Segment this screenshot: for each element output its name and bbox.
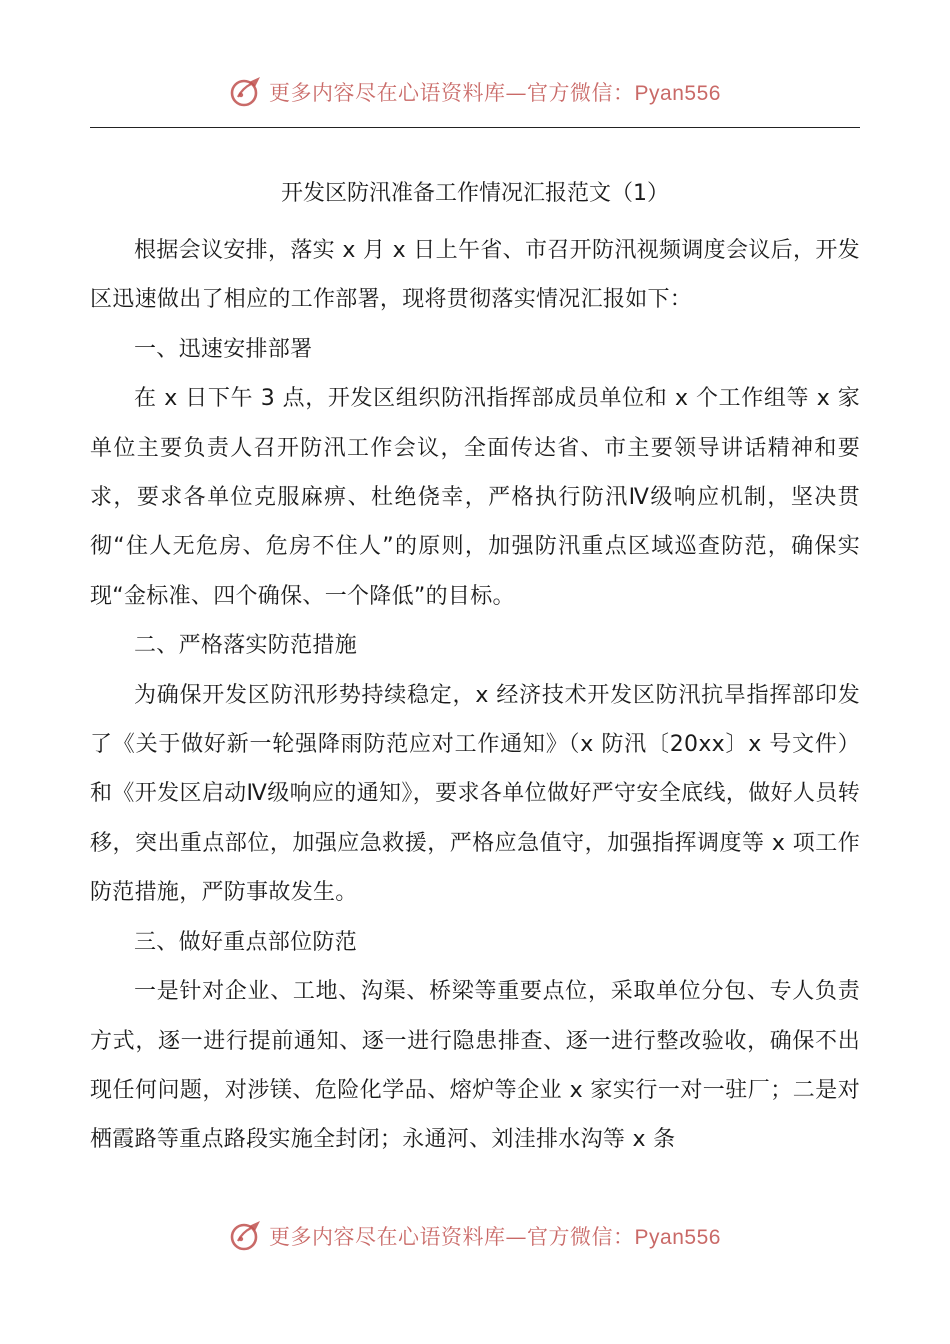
section-heading-1: 一、迅速安排部署 — [134, 336, 313, 362]
header-wechat-id: Pyan556 — [634, 82, 721, 105]
header-watermark-banner — [229, 75, 721, 109]
header-divider — [90, 127, 860, 128]
footer-banner-label: 更多内容尽在心语资料库—官方微信： — [269, 1225, 635, 1249]
document-body — [90, 168, 860, 1165]
pen-logo-icon — [229, 75, 263, 109]
footer-wechat-id: Pyan556 — [634, 1226, 721, 1249]
paragraph-section-2: 为确保开发区防汛形势持续稳定，x 经济技术开发区防汛抗旱指挥部印发了《关于做好新一轮强降雨防范应对工作通知》（x 防汛〔20xx〕x 号文件）和《开发区启动Ⅳ级响应的通知》，要求各单位做好严守安全底线，做好人员转移，突出重点部位，加强应急救援，严格应急值守，加强指挥调度等 x 项工作防范措施，严防事故发生。 — [90, 682, 860, 906]
section-heading-3: 三、做好重点部位防范 — [134, 929, 358, 955]
paragraph-intro: 根据会议安排，落实 x 月 x 日上午省、市召开防汛视频调度会议后，开发区迅速做出了相应的工作部署，现将贯彻落实情况汇报如下： — [90, 238, 860, 313]
footer-watermark-banner — [229, 1219, 721, 1253]
page-footer — [0, 1214, 950, 1258]
section-heading-2: 二、严格落实防范措施 — [134, 633, 358, 659]
footer-banner-text — [269, 1221, 721, 1251]
pen-logo-icon — [229, 1219, 263, 1253]
header-banner-label: 更多内容尽在心语资料库—官方微信： — [269, 81, 635, 105]
paragraph-section-1: 在 x 日下午 3 点，开发区组织防汛指挥部成员单位和 x 个工作组等 x 家单位主要负责人召开防汛工作会议，全面传达省、市主要领导讲话精神和要求，要求各单位克服麻痹、杜绝侥幸，严格执行防汛Ⅳ级响应机制，坚决贯彻“住人无危房、危房不住人”的原则，加强防汛重点区域巡查防范，确保实现“金标准、四个确保、一个降低”的目标。 — [90, 386, 860, 609]
paragraph-section-3: 一是针对企业、工地、沟渠、桥梁等重要点位，采取单位分包、专人负责方式，逐一进行提前通知、逐一进行隐患排查、逐一进行整改验收，确保不出现任何问题，对涉镁、危险化学品、熔炉等企业 x 家实行一对一驻厂；二是对栖霞路等重点路段实施全封闭；永通河、刘洼排水沟等 x 条 — [90, 979, 860, 1153]
page-header — [0, 70, 950, 114]
document-title: 开发区防汛准备工作情况汇报范文（1） — [281, 181, 669, 206]
header-banner-text — [269, 77, 721, 107]
